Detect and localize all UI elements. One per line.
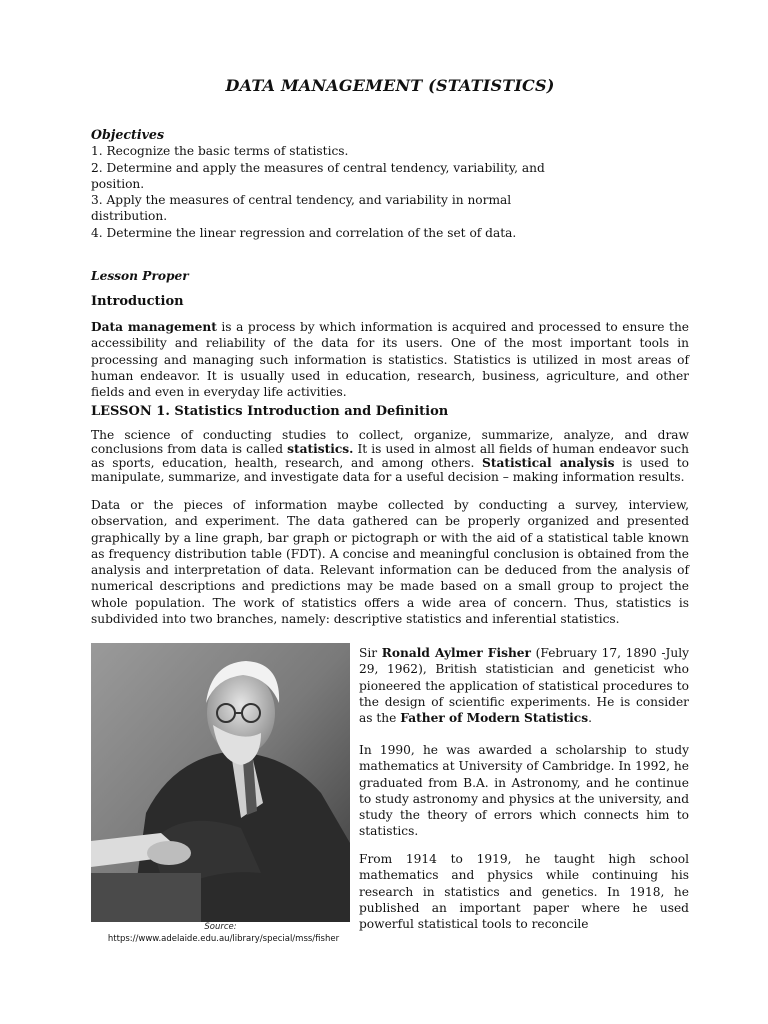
lesson1-paragraph-2 <box>91 497 689 627</box>
term-data-management: Data management <box>91 320 217 334</box>
photo-source-url: https://www.adelaide.edu.au/library/special/mss/fisher <box>107 934 340 944</box>
lesson1-text: It is used in almost all fields of human endeavor such as sports, education, health, research, and among others. <box>91 442 689 470</box>
bio-text: From 1914 to 1919, he taught high school mathematics and physics while continuing his research in statistics and genetics. In 1918, he published an important paper where he used powerful statistical tools to reconcile <box>359 852 689 932</box>
fisher-portrait-illustration <box>91 643 350 922</box>
introduction-text: is a process by which information is acquired and processed to ensure the accessibility and reliability of the data for its users. One of the most important tools in processing and managing such information is statistics. Statistics is utilized in most areas of human endeavor. It is usually used in education, research, business, agriculture, and other fields and even in everyday life activities. <box>91 320 689 400</box>
term-statistical-analysis: Statistical analysis <box>482 456 615 470</box>
objective-item: 2. Determine and apply the measures of central tendency, variability, and position. <box>91 160 545 191</box>
lesson1-paragraph-1 <box>91 428 689 484</box>
bio-text: (February 17, 1890 -July 29, 1962), British statistician and geneticist who pioneered the application of statistical procedures to the design of scientific experiments. He is consider as the <box>359 646 689 726</box>
photo-source-label: Source: <box>204 922 237 932</box>
objective-item: 1. Recognize the basic terms of statistics. <box>91 144 349 159</box>
bio-text: Sir <box>359 646 382 660</box>
page-title: DATA MANAGEMENT (STATISTICS) <box>225 76 555 95</box>
bio-paragraph-2 <box>359 742 689 840</box>
bio-text: . <box>588 711 592 726</box>
lesson1-heading: LESSON 1. Statistics Introduction and Definition <box>91 404 449 419</box>
bio-paragraph-3 <box>359 851 689 932</box>
objective-item: 3. Apply the measures of central tendency, and variability in normal distribution. <box>91 193 512 224</box>
objectives-section <box>91 127 689 241</box>
lesson-proper-heading: Lesson Proper <box>91 269 189 283</box>
objectives-list <box>91 143 571 241</box>
introduction-paragraph <box>91 319 689 400</box>
fisher-portrait-photo <box>91 643 350 922</box>
bio-text: In 1990, he was awarded a scholarship to study mathematics at University of Cambridge. In 1992, he graduated from B.A. in Astronomy, and he continue to study astronomy and physics at the university, and study the theory of errors which connects him to statistics. <box>359 743 689 839</box>
lesson1-text: Data or the pieces of information maybe collected by conducting a survey, interview, observation, and experiment. The data gathered can be properly organized and presented graphically by a line graph, bar graph or pictograph or with the aid of a statistical table known as frequency distribution table (FDT). A concise and meaningful conclusion is obtained from the analysis and interpretation of data. Relevant information can be deduced from the analysis of numerical descriptions and predictions may be made based on a small group to project the whole population. The work of statistics offers a wide area of concern. Thus, statistics is subdivided into two branches, namely: descriptive statistics and inferential statistics. <box>91 498 689 627</box>
father-of-statistics: Father of Modern Statistics <box>400 711 589 726</box>
lesson1-text: is used to manipulate, summarize, and investigate data for a useful decision – making information results. <box>91 456 690 484</box>
lesson1-text: The science of conducting studies to collect, organize, summarize, analyze, and draw conclusions from data is called <box>91 428 689 456</box>
bio-paragraph-1 <box>359 645 689 726</box>
term-statistics: statistics. <box>287 442 354 456</box>
objective-item: 4. Determine the linear regression and correlation of the set of data. <box>91 225 517 240</box>
fisher-name: Ronald Aylmer Fisher <box>381 646 531 660</box>
introduction-heading: Introduction <box>91 294 184 309</box>
objectives-heading: Objectives <box>91 127 165 142</box>
